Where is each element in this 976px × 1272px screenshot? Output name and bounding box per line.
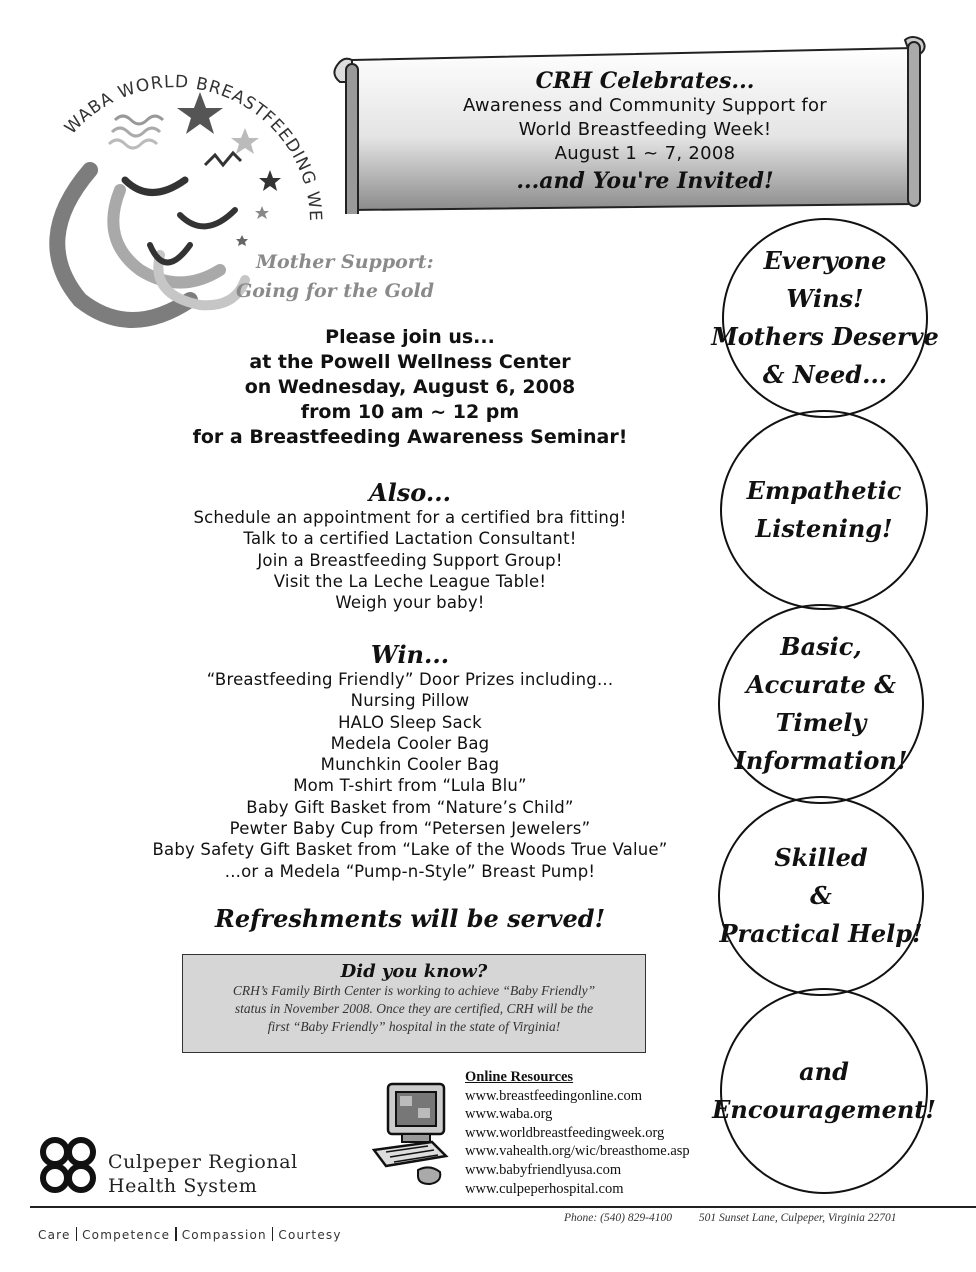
banner-line-3: August 1 ~ 7, 2008 (554, 143, 736, 164)
did-you-know-box (182, 954, 646, 1053)
did-you-know-line: first “Baby Friendly” hospital in the state of Virginia! (267, 1019, 561, 1034)
prize-item: Munchkin Cooler Bag (320, 755, 500, 775)
online-resources (465, 1068, 690, 1198)
tagline-word: Care (38, 1228, 71, 1242)
circle-empathetic-listening (720, 410, 928, 610)
resource-link[interactable]: www.vahealth.org/wic/breasthome.asp (465, 1143, 690, 1160)
circle-everyone-wins (711, 218, 939, 418)
slogan-line-2: Going for the Gold (236, 280, 434, 302)
phone-number: Phone: (540) 829-4100 (564, 1212, 672, 1224)
tagline-word: Compassion (181, 1228, 267, 1242)
prize-item: “Breastfeeding Friendly” Door Prizes including... (206, 670, 614, 689)
resource-link[interactable]: www.babyfriendlyusa.com (465, 1161, 622, 1178)
circle-line: Timely (775, 708, 867, 737)
circle-line: Mothers Deserve (711, 322, 939, 351)
prize-item: Medela Cooler Bag (330, 733, 490, 753)
prize-item: Mom T-shirt from “Lula Blu” (293, 776, 527, 796)
org-name (108, 1150, 298, 1198)
logo-arc-text: WABA WORLD BREASTFEEDING WE (60, 72, 326, 223)
prize-item: ...or a Medela “Pump-n-Style” Breast Pump! (224, 861, 596, 881)
resource-link[interactable]: www.waba.org (465, 1106, 553, 1123)
banner-text (360, 68, 930, 194)
invitation-line: for a Breastfeeding Awareness Seminar! (192, 426, 628, 448)
invitation-line: from 10 am ~ 12 pm (300, 401, 520, 423)
win-section (100, 640, 720, 882)
computer-icon (368, 1080, 458, 1190)
circle-line: Information! (734, 746, 908, 775)
invitation-line: Please join us... (325, 326, 495, 348)
org-tagline (38, 1227, 342, 1242)
also-item: Visit the La Leche League Table! (273, 571, 547, 591)
circle-encouragement (712, 988, 936, 1194)
resources-heading: Online Resources (465, 1069, 574, 1085)
did-you-know-line: status in November 2008. Once they are certified, CRH will be the (234, 1001, 594, 1016)
also-heading: Also... (369, 478, 451, 507)
banner-invite: ...and You're Invited! (516, 168, 774, 194)
circle-line: Practical Help! (719, 919, 923, 948)
resource-link[interactable]: www.worldbreastfeedingweek.org (465, 1124, 665, 1141)
address: 501 Sunset Lane, Culpeper, Virginia 22701 (698, 1212, 897, 1224)
org-name-line-1: Culpeper Regional (108, 1151, 298, 1173)
contact-info (564, 1212, 897, 1224)
also-section (120, 478, 700, 613)
circle-information (718, 604, 924, 804)
did-you-know-line: CRH’s Family Birth Center is working to achieve “Baby Friendly” (232, 983, 596, 998)
tagline-separator (76, 1227, 78, 1241)
circle-line: Wins! (786, 284, 864, 313)
circle-line: & Need... (762, 360, 888, 389)
prize-item: Baby Gift Basket from “Nature’s Child” (246, 797, 574, 817)
banner-title: CRH Celebrates... (535, 68, 755, 94)
circle-line: Empathetic (746, 476, 902, 505)
invitation-line: on Wednesday, August 6, 2008 (244, 376, 576, 398)
footer-divider (30, 1206, 976, 1208)
circle-line: Accurate & (746, 670, 896, 699)
crh-logo-icon (38, 1135, 98, 1195)
also-item: Schedule an appointment for a certified bra fitting! (193, 508, 627, 527)
refreshments-note: Refreshments will be served! (214, 904, 606, 933)
prize-item: Nursing Pillow (350, 691, 470, 711)
banner-line-2: World Breastfeeding Week! (518, 119, 772, 140)
circle-line: Everyone (763, 246, 887, 275)
win-heading: Win... (370, 640, 450, 669)
banner-line-1: Awareness and Community Support for (463, 95, 827, 116)
circle-line: and (799, 1057, 849, 1086)
circle-line: & (810, 881, 832, 910)
did-you-know-heading: Did you know? (340, 961, 488, 982)
tagline-separator (175, 1227, 177, 1241)
also-item: Talk to a certified Lactation Consultant! (243, 529, 577, 549)
also-item: Weigh your baby! (335, 593, 485, 613)
org-name-line-2: Health System (108, 1175, 258, 1197)
invitation-line: at the Powell Wellness Center (249, 351, 571, 373)
tagline-separator (272, 1227, 274, 1241)
circle-line: Encouragement! (712, 1095, 936, 1124)
circle-line: Skilled (774, 843, 868, 872)
prize-item: HALO Sleep Sack (338, 712, 482, 732)
circle-practical-help (718, 796, 924, 996)
also-item: Join a Breastfeeding Support Group! (257, 550, 563, 570)
slogan-line-1: Mother Support: (256, 251, 434, 273)
logo-slogan (236, 248, 434, 306)
resource-link[interactable]: www.culpeperhospital.com (465, 1180, 624, 1197)
prize-item: Pewter Baby Cup from “Petersen Jewelers” (229, 819, 591, 839)
tagline-word: Competence (82, 1228, 171, 1242)
tagline-word: Courtesy (278, 1228, 342, 1242)
invitation-block (120, 325, 700, 450)
resource-link[interactable]: www.breastfeedingonline.com (465, 1087, 643, 1104)
circle-line: Listening! (755, 514, 893, 543)
circle-line: Basic, (780, 632, 862, 661)
prize-item: Baby Safety Gift Basket from “Lake of the Woods True Value” (152, 840, 668, 860)
